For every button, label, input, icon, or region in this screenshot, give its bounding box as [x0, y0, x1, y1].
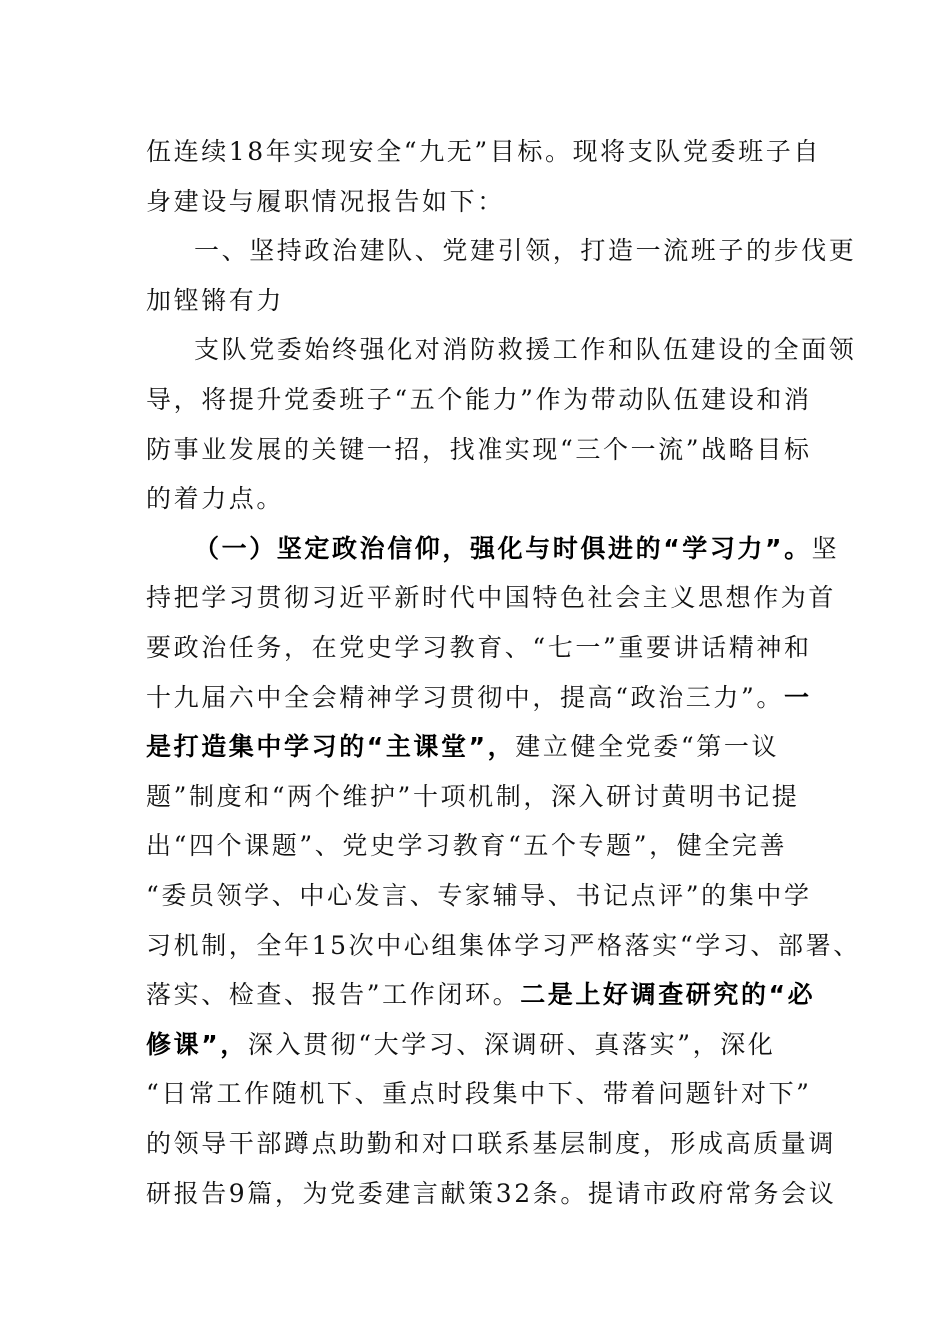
text-segment: 支队党委始终强化对消防救援工作和队伍建设的全面领	[194, 335, 857, 364]
text-segment: “委员领学、中心发言、专家辅导、书记点评”的集中学	[146, 881, 812, 910]
text-line	[146, 727, 779, 767]
bold-text-segment: 修课”，	[146, 1030, 248, 1059]
text-segment: 十九届六中全会精神学习贯彻中，提高“政治三力”。	[146, 683, 784, 712]
text-line	[146, 678, 812, 718]
text-segment: 一、坚持政治建队、党建引领，打造一流班子的步伐更	[194, 236, 857, 265]
text-segment: 研报告9篇，为党委建言献策32条。提请市政府常务会议	[146, 1179, 837, 1208]
text-line	[146, 430, 812, 470]
text-line	[194, 330, 856, 370]
bold-text-segment: 二是上好调查研究的“必	[520, 980, 816, 1009]
text-line	[146, 926, 861, 966]
text-line	[146, 132, 821, 172]
text-segment: 身建设与履职情况报告如下：	[146, 187, 505, 216]
text-line	[146, 1174, 836, 1214]
text-line	[146, 826, 787, 866]
text-segment: 习机制，全年15次中心组集体学习严格落实“学习、部署、	[146, 931, 861, 960]
text-segment: 要政治任务，在党史学习教育、“七一”重要讲话精神和	[146, 633, 812, 662]
text-segment: 的领导干部蹲点助勤和对口联系基层制度，形成高质量调	[146, 1129, 837, 1158]
text-line	[146, 281, 284, 321]
bold-text-segment: 是打造集中学习的“主课堂”，	[146, 732, 516, 761]
text-segment: 深入贯彻“大学习、深调研、真落实”，深化	[247, 1030, 776, 1059]
text-line	[146, 975, 815, 1015]
bold-text-segment: （一）坚定政治信仰，强化与时俱进的“学习力”。	[194, 534, 812, 563]
text-segment: 防事业发展的关键一招，找准实现“三个一流”战略目标	[146, 435, 812, 464]
text-line	[146, 578, 836, 618]
text-segment: “日常工作随机下、重点时段集中下、带着问题针对下”	[146, 1079, 812, 1108]
text-segment: 的着力点。	[146, 484, 285, 513]
text-segment: 落实、检查、报告”工作闭环。	[146, 980, 521, 1009]
text-segment: 导，将提升党委班子“五个能力”作为带动队伍建设和消	[146, 385, 812, 414]
text-segment: 伍连续18年实现安全“九无”目标。现将支队党委班子自	[146, 137, 821, 166]
text-line	[146, 876, 812, 916]
bold-text-segment: 一	[783, 683, 812, 712]
text-segment: 持把学习贯彻习近平新时代中国特色社会主义思想作为首	[146, 583, 837, 612]
text-line	[194, 529, 839, 569]
text-line	[146, 380, 812, 420]
text-line	[146, 628, 812, 668]
text-segment: 出“四个课题”、党史学习教育“五个专题”，健全完善	[146, 831, 788, 860]
text-line	[194, 231, 856, 271]
text-line	[146, 1025, 775, 1065]
text-line	[146, 182, 505, 222]
text-segment: 加铿锵有力	[146, 286, 285, 315]
text-segment: 题”制度和“两个维护”十项机制，深入研讨黄明书记提	[146, 782, 800, 811]
text-line	[146, 1124, 836, 1164]
text-line	[146, 777, 799, 817]
text-line	[146, 479, 284, 519]
text-line	[146, 1074, 812, 1114]
text-segment: 坚	[811, 534, 840, 563]
text-segment: 建立健全党委“第一议	[515, 732, 780, 761]
